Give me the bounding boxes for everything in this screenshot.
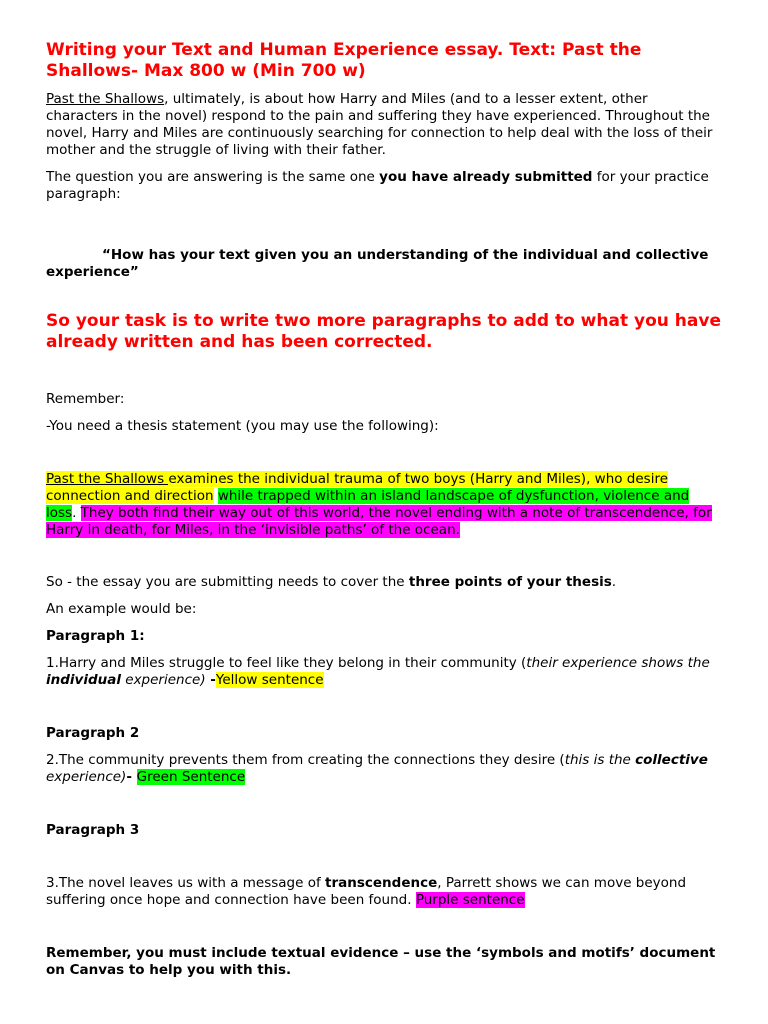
thesis-purple-part: They both find their way out of this world, the novel ending with a note of transcendence, for Harry in death, for Miles, in the ‘invisible paths’ of the ocean.	[46, 505, 712, 538]
remember-label: Remember:	[46, 391, 125, 407]
thesis-green-part: while trapped within an island landscape of dysfunction, violence and loss	[46, 488, 690, 521]
p1-text: 1.Harry and Miles struggle to feel like they belong in their community (	[46, 655, 527, 671]
p2-italic-end: experience)	[46, 769, 127, 785]
p3-pre: 3.The novel leaves us with a message of	[46, 875, 326, 891]
thesis-yellow-part: examines the individual trauma of two boys (Harry and Miles), who desire connection and direction	[46, 471, 669, 504]
task-heading: So your task is to write two more paragraphs to add to what you have already written and has been corrected.	[46, 311, 721, 352]
p2-bold-italic: collective	[635, 752, 708, 768]
p2-text: 2.The community prevents them from creating the connections they desire (	[46, 752, 565, 768]
thesis-statement	[46, 471, 722, 539]
paragraph-2-text	[46, 752, 722, 786]
closing-reminder: Remember, you must include textual evidence – use the ‘symbols and motifs’ document on Canvas to help you with this.	[46, 945, 716, 978]
cover-bold: three points of your thesis	[408, 574, 612, 590]
p3-bold: transcendence	[325, 875, 438, 891]
question-line	[46, 169, 722, 203]
p1-italic-end: experience)	[120, 672, 206, 688]
example-line: An example would be:	[46, 601, 197, 617]
paragraph-3-heading: Paragraph 3	[46, 822, 140, 838]
thesis-note: -You need a thesis statement (you may use the following):	[46, 418, 439, 434]
question-line-post: for your practice paragraph:	[46, 169, 709, 202]
p1-italic: their experience shows the	[526, 655, 710, 671]
question-line-bold: you have already submitted	[379, 169, 593, 185]
novel-title-underlined: Past the Shallows	[46, 91, 165, 107]
paragraph-1-heading: Paragraph 1:	[46, 628, 145, 644]
p2-dash: -	[126, 769, 137, 785]
cover-pre: So - the essay you are submitting needs to cover the	[46, 574, 409, 590]
quote-text: “How has your text given you an understanding of the individual and collective experience”	[46, 247, 709, 280]
cover-post: .	[611, 574, 617, 590]
essay-question-quote	[46, 247, 722, 281]
green-sentence-label: Green Sentence	[136, 769, 246, 785]
intro-paragraph	[46, 91, 722, 159]
p3-post: , Parrett shows we can move beyond suffering once hope and connection have been found.	[46, 875, 687, 908]
paragraph-3-text	[46, 875, 722, 909]
p2-italic: this is the	[564, 752, 636, 768]
cover-line	[46, 574, 722, 591]
document-title: Writing your Text and Human Experience essay. Text: Past the Shallows- Max 800 w (Min 700 w)	[46, 40, 642, 81]
purple-sentence-label: Purple sentence	[415, 892, 525, 908]
question-line-pre: The question you are answering is the same one	[46, 169, 380, 185]
intro-text: , ultimately, is about how Harry and Miles (and to a lesser extent, other characters in the novel) respond to the pain and suffering they have experienced. Throughout the novel, Harry and Miles are continuously searching for connection to help deal with the loss of their mother and the struggle of living with their father.	[46, 91, 713, 158]
p1-dash: -	[205, 672, 216, 688]
paragraph-2-heading: Paragraph 2	[46, 725, 140, 741]
paragraph-1-text	[46, 655, 722, 689]
thesis-dot: .	[72, 505, 81, 521]
p1-bold-italic: individual	[46, 672, 121, 688]
thesis-novel-title: Past the Shallows	[46, 471, 169, 487]
yellow-sentence-label: Yellow sentence	[215, 672, 324, 688]
